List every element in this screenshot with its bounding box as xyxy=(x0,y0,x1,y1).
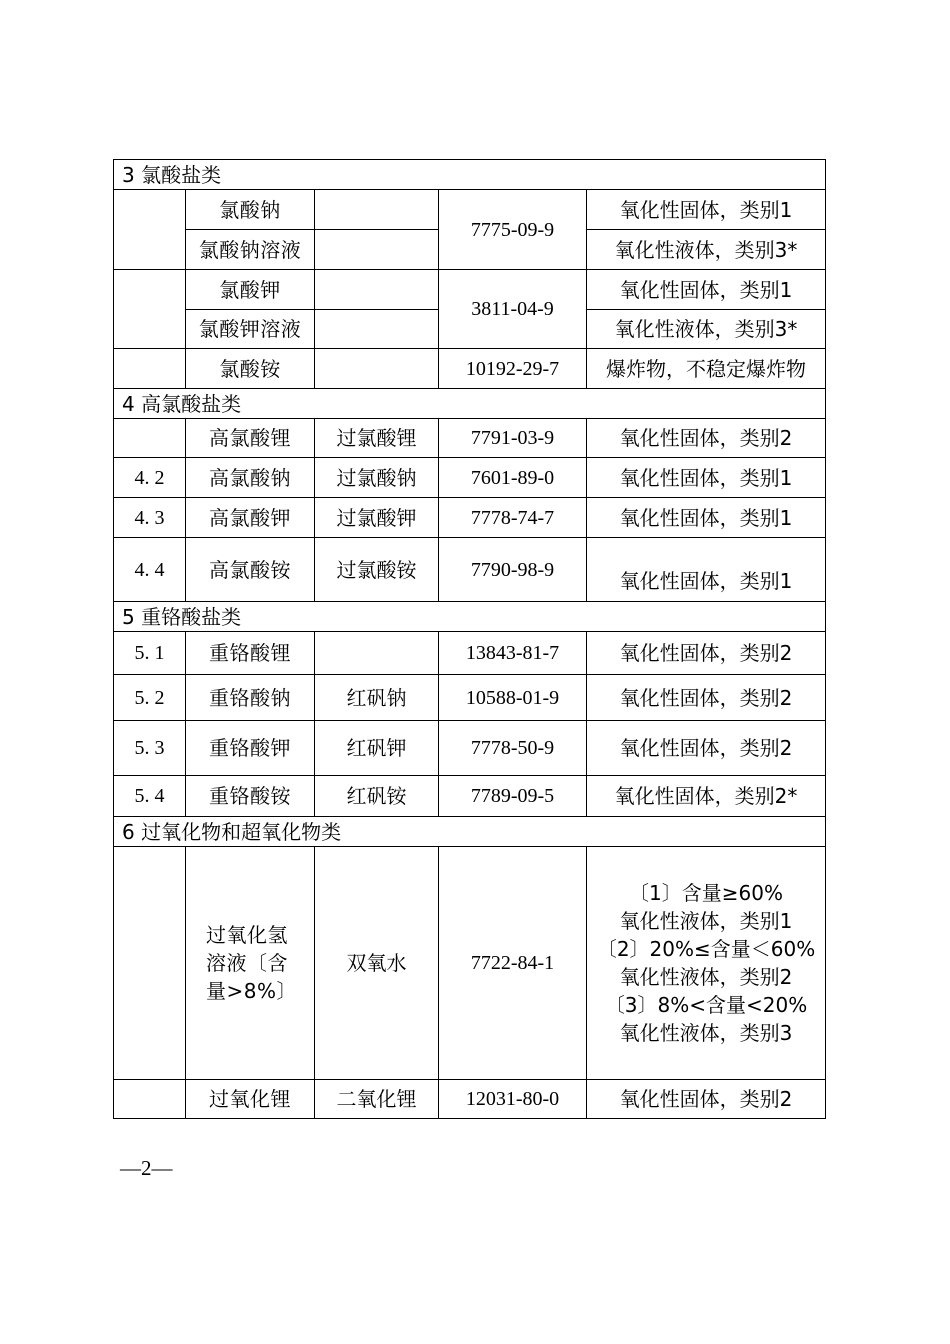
alias-cell: 过氯酸钠 xyxy=(315,458,439,498)
hazardous-chemicals-table xyxy=(113,159,826,1119)
alias-cell: 过氯酸锂 xyxy=(315,419,439,458)
table-row xyxy=(114,419,826,458)
row-number-cell: 5. 2 xyxy=(114,675,186,721)
chemical-name-cell: 重铬酸钾 xyxy=(186,721,315,776)
page-number: —2— xyxy=(120,1156,173,1180)
chemical-name-cell: 氯酸钾 xyxy=(186,270,315,310)
row-number-cell xyxy=(114,419,186,458)
hazard-class-cell: 氧化性固体，类别1 xyxy=(587,538,826,602)
alias-cell: 红矾钠 xyxy=(315,675,439,721)
cas-number-cell: 3811-04-9 xyxy=(439,270,587,349)
chemical-name-cell: 高氯酸锂 xyxy=(186,419,315,458)
hazard-class-cell: 氧化性固体，类别2 xyxy=(587,1080,826,1119)
chemical-name-cell: 氯酸铵 xyxy=(186,349,315,389)
row-number-cell xyxy=(114,1080,186,1119)
alias-cell: 红矾钾 xyxy=(315,721,439,776)
chemical-name-line: 过氧化氢 xyxy=(206,923,288,947)
cas-number-cell: 10192-29-7 xyxy=(439,349,587,389)
row-number-cell: 4. 4 xyxy=(114,538,186,602)
cas-number-cell: 7778-74-7 xyxy=(439,498,587,538)
chemical-name-cell: 氯酸钾溶液 xyxy=(186,310,315,349)
table-row xyxy=(114,721,826,776)
chemical-name-line: 溶液〔含 xyxy=(206,951,288,975)
section-header-row xyxy=(114,160,826,190)
cas-number-cell: 7789-09-5 xyxy=(439,776,587,817)
alias-cell xyxy=(315,190,439,230)
table-row xyxy=(114,349,826,389)
hazard-line: 氧化性液体，类别3 xyxy=(619,1021,793,1045)
hazard-class-cell: 氧化性固体，类别2 xyxy=(587,419,826,458)
alias-cell xyxy=(315,270,439,310)
table-row xyxy=(114,847,826,1080)
alias-cell: 双氧水 xyxy=(315,847,439,1080)
hazard-class-cell: 氧化性液体，类别3* xyxy=(587,310,826,349)
chemical-name-cell: 过氧化锂 xyxy=(186,1080,315,1119)
alias-cell xyxy=(315,632,439,675)
hazard-class-cell: 爆炸物，不稳定爆炸物 xyxy=(587,349,826,389)
table-row xyxy=(114,498,826,538)
alias-cell: 过氯酸铵 xyxy=(315,538,439,602)
alias-cell: 二氧化锂 xyxy=(315,1080,439,1119)
chemical-name-cell: 氯酸钠 xyxy=(186,190,315,230)
hazard-class-cell: 氧化性固体，类别1 xyxy=(587,458,826,498)
row-number-cell xyxy=(114,190,186,270)
table-row xyxy=(114,458,826,498)
chemical-name-cell: 重铬酸钠 xyxy=(186,675,315,721)
row-number-cell: 5. 3 xyxy=(114,721,186,776)
chemical-name-cell: 氯酸钠溶液 xyxy=(186,230,315,270)
hazard-class-cell: 氧化性固体，类别2 xyxy=(587,632,826,675)
row-number-cell: 4. 3 xyxy=(114,498,186,538)
section-title: 6 过氧化物和超氧化物类 xyxy=(114,817,826,847)
table-row xyxy=(114,632,826,675)
hazard-line: 氧化性液体，类别2 xyxy=(619,965,793,989)
table-row xyxy=(114,190,826,230)
row-number-cell: 4. 2 xyxy=(114,458,186,498)
chemical-name-cell: 重铬酸铵 xyxy=(186,776,315,817)
row-number-cell: 5. 4 xyxy=(114,776,186,817)
hazard-class-cell: 氧化性液体，类别3* xyxy=(587,230,826,270)
section-header-row xyxy=(114,817,826,847)
table-row xyxy=(114,538,826,602)
cas-number-cell: 12031-80-0 xyxy=(439,1080,587,1119)
chemical-name-cell: 高氯酸铵 xyxy=(186,538,315,602)
chemical-name-cell: 重铬酸锂 xyxy=(186,632,315,675)
hazard-class-cell: 氧化性固体，类别1 xyxy=(587,190,826,230)
cas-number-cell: 7601-89-0 xyxy=(439,458,587,498)
hazard-class-cell xyxy=(587,847,826,1080)
chemical-name-cell xyxy=(186,847,315,1080)
alias-cell: 红矾铵 xyxy=(315,776,439,817)
cas-number-cell: 7791-03-9 xyxy=(439,419,587,458)
row-number-cell xyxy=(114,270,186,349)
row-number-cell: 5. 1 xyxy=(114,632,186,675)
section-header-row xyxy=(114,389,826,419)
hazard-class-cell: 氧化性固体，类别2 xyxy=(587,675,826,721)
chemical-name-cell: 高氯酸钠 xyxy=(186,458,315,498)
hazard-class-cell: 氧化性固体，类别1 xyxy=(587,498,826,538)
section-title: 3 氯酸盐类 xyxy=(114,160,826,190)
alias-cell xyxy=(315,349,439,389)
cas-number-cell: 7775-09-9 xyxy=(439,190,587,270)
table-row xyxy=(114,270,826,310)
alias-cell xyxy=(315,230,439,270)
table-row xyxy=(114,776,826,817)
alias-cell: 过氯酸钾 xyxy=(315,498,439,538)
cas-number-cell: 10588-01-9 xyxy=(439,675,587,721)
hazard-class-cell: 氧化性固体，类别2* xyxy=(587,776,826,817)
hazard-line: 〔2〕20%≤含量＜60% xyxy=(596,937,816,961)
hazard-class-cell: 氧化性固体，类别1 xyxy=(587,270,826,310)
hazard-line: 〔1〕含量≥60% xyxy=(629,881,783,905)
section-title: 5 重铬酸盐类 xyxy=(114,602,826,632)
table-row xyxy=(114,1080,826,1119)
alias-cell xyxy=(315,310,439,349)
section-title: 4 高氯酸盐类 xyxy=(114,389,826,419)
cas-number-cell: 7790-98-9 xyxy=(439,538,587,602)
cas-number-cell: 7722-84-1 xyxy=(439,847,587,1080)
chemical-name-line: 量>8%〕 xyxy=(206,979,297,1003)
cas-number-cell: 7778-50-9 xyxy=(439,721,587,776)
section-header-row xyxy=(114,602,826,632)
hazard-line: 〔3〕8%<含量<20% xyxy=(604,993,808,1017)
row-number-cell xyxy=(114,847,186,1080)
chemical-name-cell: 高氯酸钾 xyxy=(186,498,315,538)
row-number-cell xyxy=(114,349,186,389)
table-row xyxy=(114,675,826,721)
hazard-line: 氧化性液体，类别1 xyxy=(619,909,793,933)
cas-number-cell: 13843-81-7 xyxy=(439,632,587,675)
hazard-class-cell: 氧化性固体，类别2 xyxy=(587,721,826,776)
